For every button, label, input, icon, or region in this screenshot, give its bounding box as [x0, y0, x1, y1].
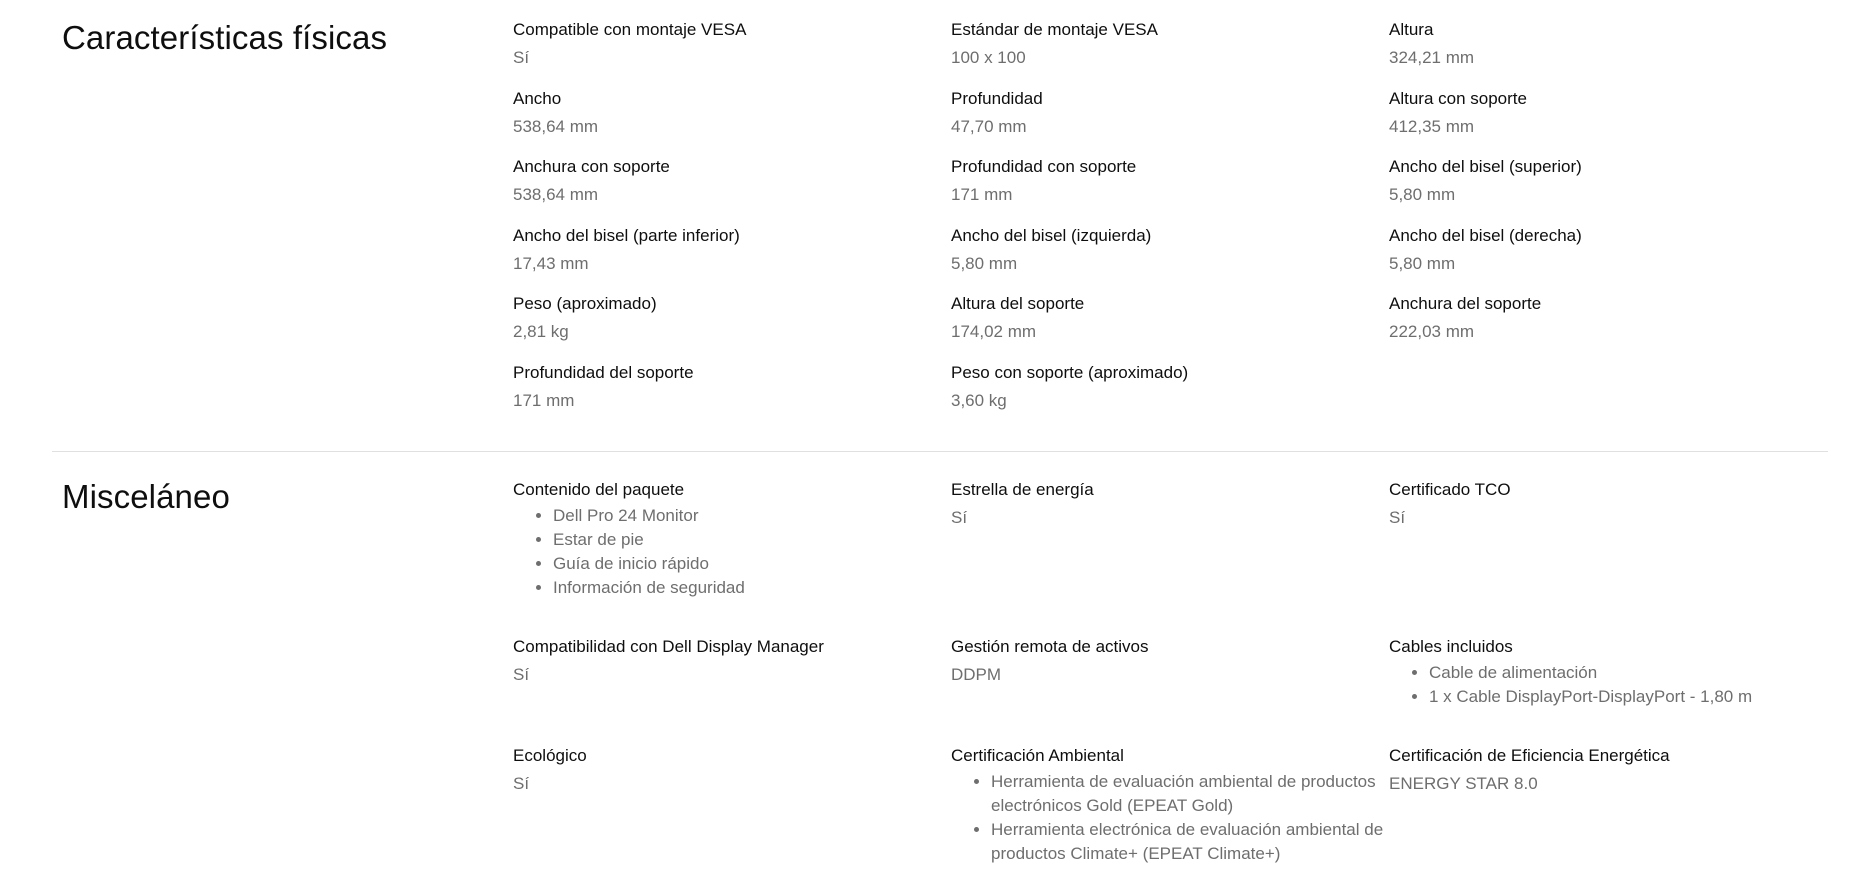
spec-value: Sí: [513, 48, 530, 67]
spec-value: 324,21 mm: [1389, 48, 1475, 67]
spec-label: Ancho del bisel (superior): [1389, 157, 1582, 176]
spec-value: Sí: [1389, 508, 1406, 527]
spec-label: Profundidad: [951, 88, 1043, 108]
section-divider: [52, 451, 1828, 452]
list-item: • Información de seguridad: [553, 576, 951, 600]
spec-value: 2,81 kg: [513, 322, 569, 341]
spec-tco-certified: [1389, 476, 1827, 633]
spec-vesa-compatible: [513, 16, 951, 85]
spec-label: Ancho del bisel (izquierda): [951, 225, 1152, 245]
spec-value: 538,64 mm: [513, 116, 599, 136]
spec-stand-height: [951, 290, 1389, 359]
spec-label: Estándar de montaje VESA: [951, 20, 1158, 39]
spec-label: Certificado TCO: [1389, 480, 1511, 499]
spec-value: ENERGY STAR 8.0: [1389, 774, 1538, 793]
spec-dell-display-manager: [513, 633, 951, 742]
spec-bezel-right: [1389, 222, 1827, 291]
section-title-physical: Características físicas: [62, 19, 388, 56]
spec-value: Sí: [513, 665, 530, 684]
spec-label: Ancho del bisel (parte inferior): [513, 225, 740, 245]
spec-label: Altura con soporte: [1389, 88, 1527, 108]
spec-height-with-stand: [1389, 85, 1827, 154]
spec-bezel-left: [951, 222, 1389, 291]
spec-label: Altura: [1389, 20, 1434, 39]
spec-energy-efficiency-certification: [1389, 742, 1827, 882]
spec-width-with-stand: [513, 153, 951, 222]
spec-label: Profundidad con soporte: [951, 157, 1137, 176]
physical-spec-grid: [513, 16, 1833, 427]
list-item: • Dell Pro 24 Monitor: [553, 504, 951, 528]
list-item: • Herramienta electrónica de evaluación ambiental de productos Climate+ (EPEAT Climate+): [991, 818, 1391, 866]
spec-width: [513, 85, 951, 154]
spec-depth: [951, 85, 1389, 154]
spec-value: 3,60 kg: [951, 390, 1007, 410]
spec-label: Anchura del soporte: [1389, 294, 1542, 313]
spec-value: 5,80 mm: [1389, 253, 1456, 273]
spec-value: Sí: [951, 508, 968, 527]
cables-list: [1389, 661, 1827, 709]
spec-value: 171 mm: [513, 390, 575, 410]
spec-value: 171 mm: [951, 185, 1013, 204]
spec-bezel-bottom: [513, 222, 951, 291]
list-item: • Guía de inicio rápido: [553, 552, 951, 576]
spec-stand-depth: [513, 359, 951, 428]
spec-label: Anchura con soporte: [513, 157, 670, 176]
spec-label: Certificación Ambiental: [951, 746, 1124, 765]
spec-cables-included: [1389, 633, 1827, 742]
spec-label: Peso con soporte (aproximado): [951, 362, 1189, 382]
spec-label: Compatible con montaje VESA: [513, 20, 747, 39]
spec-label: Certificación de Eficiencia Energética: [1389, 746, 1670, 765]
list-item: • Herramienta de evaluación ambiental de productos electrónicos Gold (EPEAT Gold): [991, 770, 1391, 818]
spec-vesa-standard: [951, 16, 1389, 85]
spec-label: Ancho: [513, 88, 562, 108]
list-item: • Cable de alimentación: [1429, 661, 1827, 685]
spec-energy-star: [951, 476, 1389, 633]
spec-stand-width: [1389, 290, 1827, 359]
spec-remote-asset-management: [951, 633, 1389, 742]
spec-value: 538,64 mm: [513, 185, 599, 204]
list-item: • Estar de pie: [553, 528, 951, 552]
spec-package-contents: [513, 476, 951, 633]
spec-weight: [513, 290, 951, 359]
spec-value: 174,02 mm: [951, 322, 1037, 341]
spec-label: Compatibilidad con Dell Display Manager: [513, 637, 824, 656]
spec-value: Sí: [513, 774, 530, 793]
spec-value: DDPM: [951, 665, 1002, 684]
list-item: • 1 x Cable DisplayPort-DisplayPort - 1,80 m: [1429, 685, 1827, 709]
spec-value: 5,80 mm: [951, 253, 1018, 273]
miscellaneous-section: [52, 476, 1828, 863]
package-contents-list: [513, 504, 951, 600]
spec-depth-with-stand: [951, 153, 1389, 222]
section-title-misc: Misceláneo: [62, 478, 230, 515]
physical-characteristics-section: [52, 16, 1828, 416]
spec-label: Altura del soporte: [951, 294, 1085, 313]
spec-value: 412,35 mm: [1389, 116, 1475, 136]
spec-value: 100 x 100: [951, 48, 1026, 67]
spec-label: Estrella de energía: [951, 480, 1094, 499]
spec-value: 5,80 mm: [1389, 185, 1456, 204]
misc-spec-grid: [513, 476, 1833, 882]
spec-environmental-certification: [951, 742, 1389, 882]
spec-label: Cables incluidos: [1389, 637, 1513, 656]
environmental-cert-list: [951, 770, 1389, 866]
spec-bezel-top: [1389, 153, 1827, 222]
spec-label: Profundidad del soporte: [513, 362, 694, 382]
spec-label: Ecológico: [513, 746, 587, 765]
spec-label: Ancho del bisel (derecha): [1389, 225, 1582, 245]
spec-label: Contenido del paquete: [513, 480, 685, 499]
spec-value: 222,03 mm: [1389, 322, 1475, 341]
spec-value: 17,43 mm: [513, 253, 589, 273]
spec-height: [1389, 16, 1827, 85]
spec-label: Peso (aproximado): [513, 294, 657, 313]
spec-ecological: [513, 742, 951, 882]
spec-weight-with-stand: [951, 359, 1389, 428]
spec-value: 47,70 mm: [951, 116, 1027, 136]
spec-label: Gestión remota de activos: [951, 637, 1149, 656]
